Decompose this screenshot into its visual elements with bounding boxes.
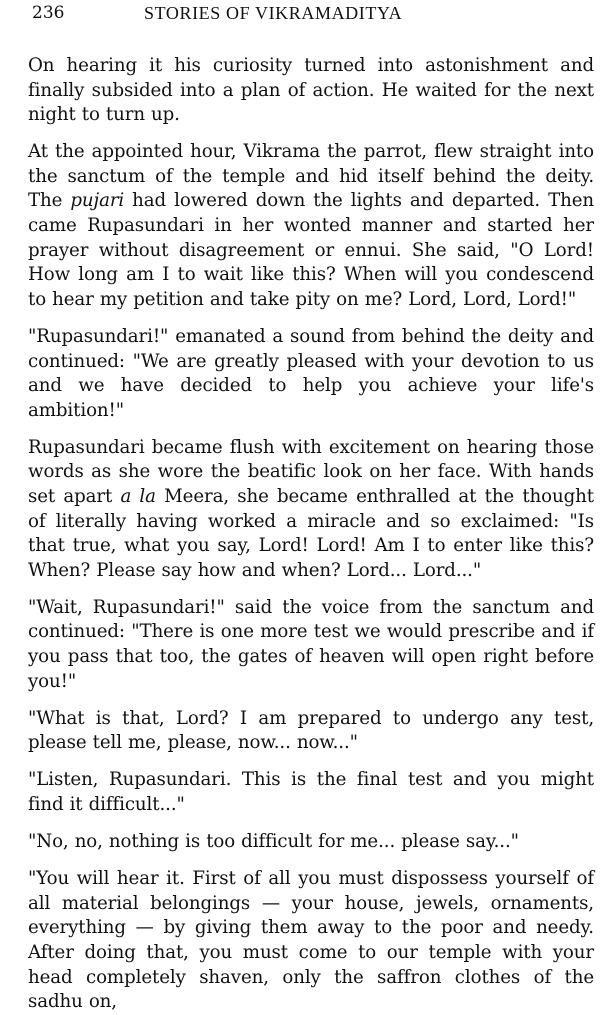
paragraph-text: "Rupasundari!" emanated a sound from behind the deity and continued: "We are greatly pleased with your devotion to us and we have decided to help you achieve your life's ambition!" <box>28 325 594 421</box>
italic-term: a la <box>120 486 156 507</box>
paragraph <box>28 140 594 312</box>
paragraph <box>28 54 594 128</box>
paragraph-text: Rupasundari became flush with excitement on hearing those words as she wore the beatific look on her face. With hands set apart <box>28 436 594 507</box>
paragraph <box>28 768 594 817</box>
paragraph <box>28 596 594 694</box>
running-header <box>28 0 594 31</box>
story-text <box>28 54 594 1015</box>
paragraph-text: had lowered down the lights and departed. Then came Rupasundari in her wonted manner and started her prayer without disagreement or ennui. She said, "O Lord! How long am I to wait like this? When will you condescend to hear my petition and take pity on me? Lord, Lord, Lord!" <box>28 190 594 310</box>
paragraph-text: On hearing it his curiosity turned into astonishment and finally subsided into a plan of action. He waited for the next night to turn up. <box>28 55 594 126</box>
paragraph <box>28 436 594 584</box>
paragraph-text: "No, no, nothing is too difficult for me... please say..." <box>28 831 519 853</box>
paragraph-text: Meera, she became enthralled at the thought of literally having worked a miracle and so exclaimed: "Is that true, what you say, Lord! Lord! Am I to enter like this? When? Please say how and when? Lord... Lord..." <box>28 486 594 581</box>
paragraph <box>28 830 594 855</box>
paragraph-text: At the appointed hour, Vikrama the parrot, flew straight into the sanctum of the temple and hid itself behind the deity. The <box>28 141 594 212</box>
paragraph-text: "Wait, Rupasundari!" said the voice from the sanctum and continued: "There is one more test we would prescribe and if you pass that too, the gates of heaven will open right before you!" <box>28 596 594 692</box>
paragraph <box>28 707 594 756</box>
paragraph-text: "You will hear it. First of all you must dispossess yourself of all material belongings — your house, jewels, ornaments, everything — by giving them away to the poor and needy. After doing that, you must come to our temple with your head completely shaven, only the saffron clothes of the sadhu on, <box>28 868 594 1013</box>
italic-term: pujari <box>70 190 125 212</box>
paragraph <box>28 867 594 1015</box>
paragraph-text: "What is that, Lord? I am prepared to undergo any test, please tell me, please, now... now..." <box>28 707 594 754</box>
running-title: STORIES OF VIKRAMADITYA <box>144 3 403 23</box>
page-number: 236 <box>32 3 65 23</box>
paragraph-text: "Listen, Rupasundari. This is the final test and you might find it difficult..." <box>28 769 594 816</box>
paragraph <box>28 325 594 423</box>
